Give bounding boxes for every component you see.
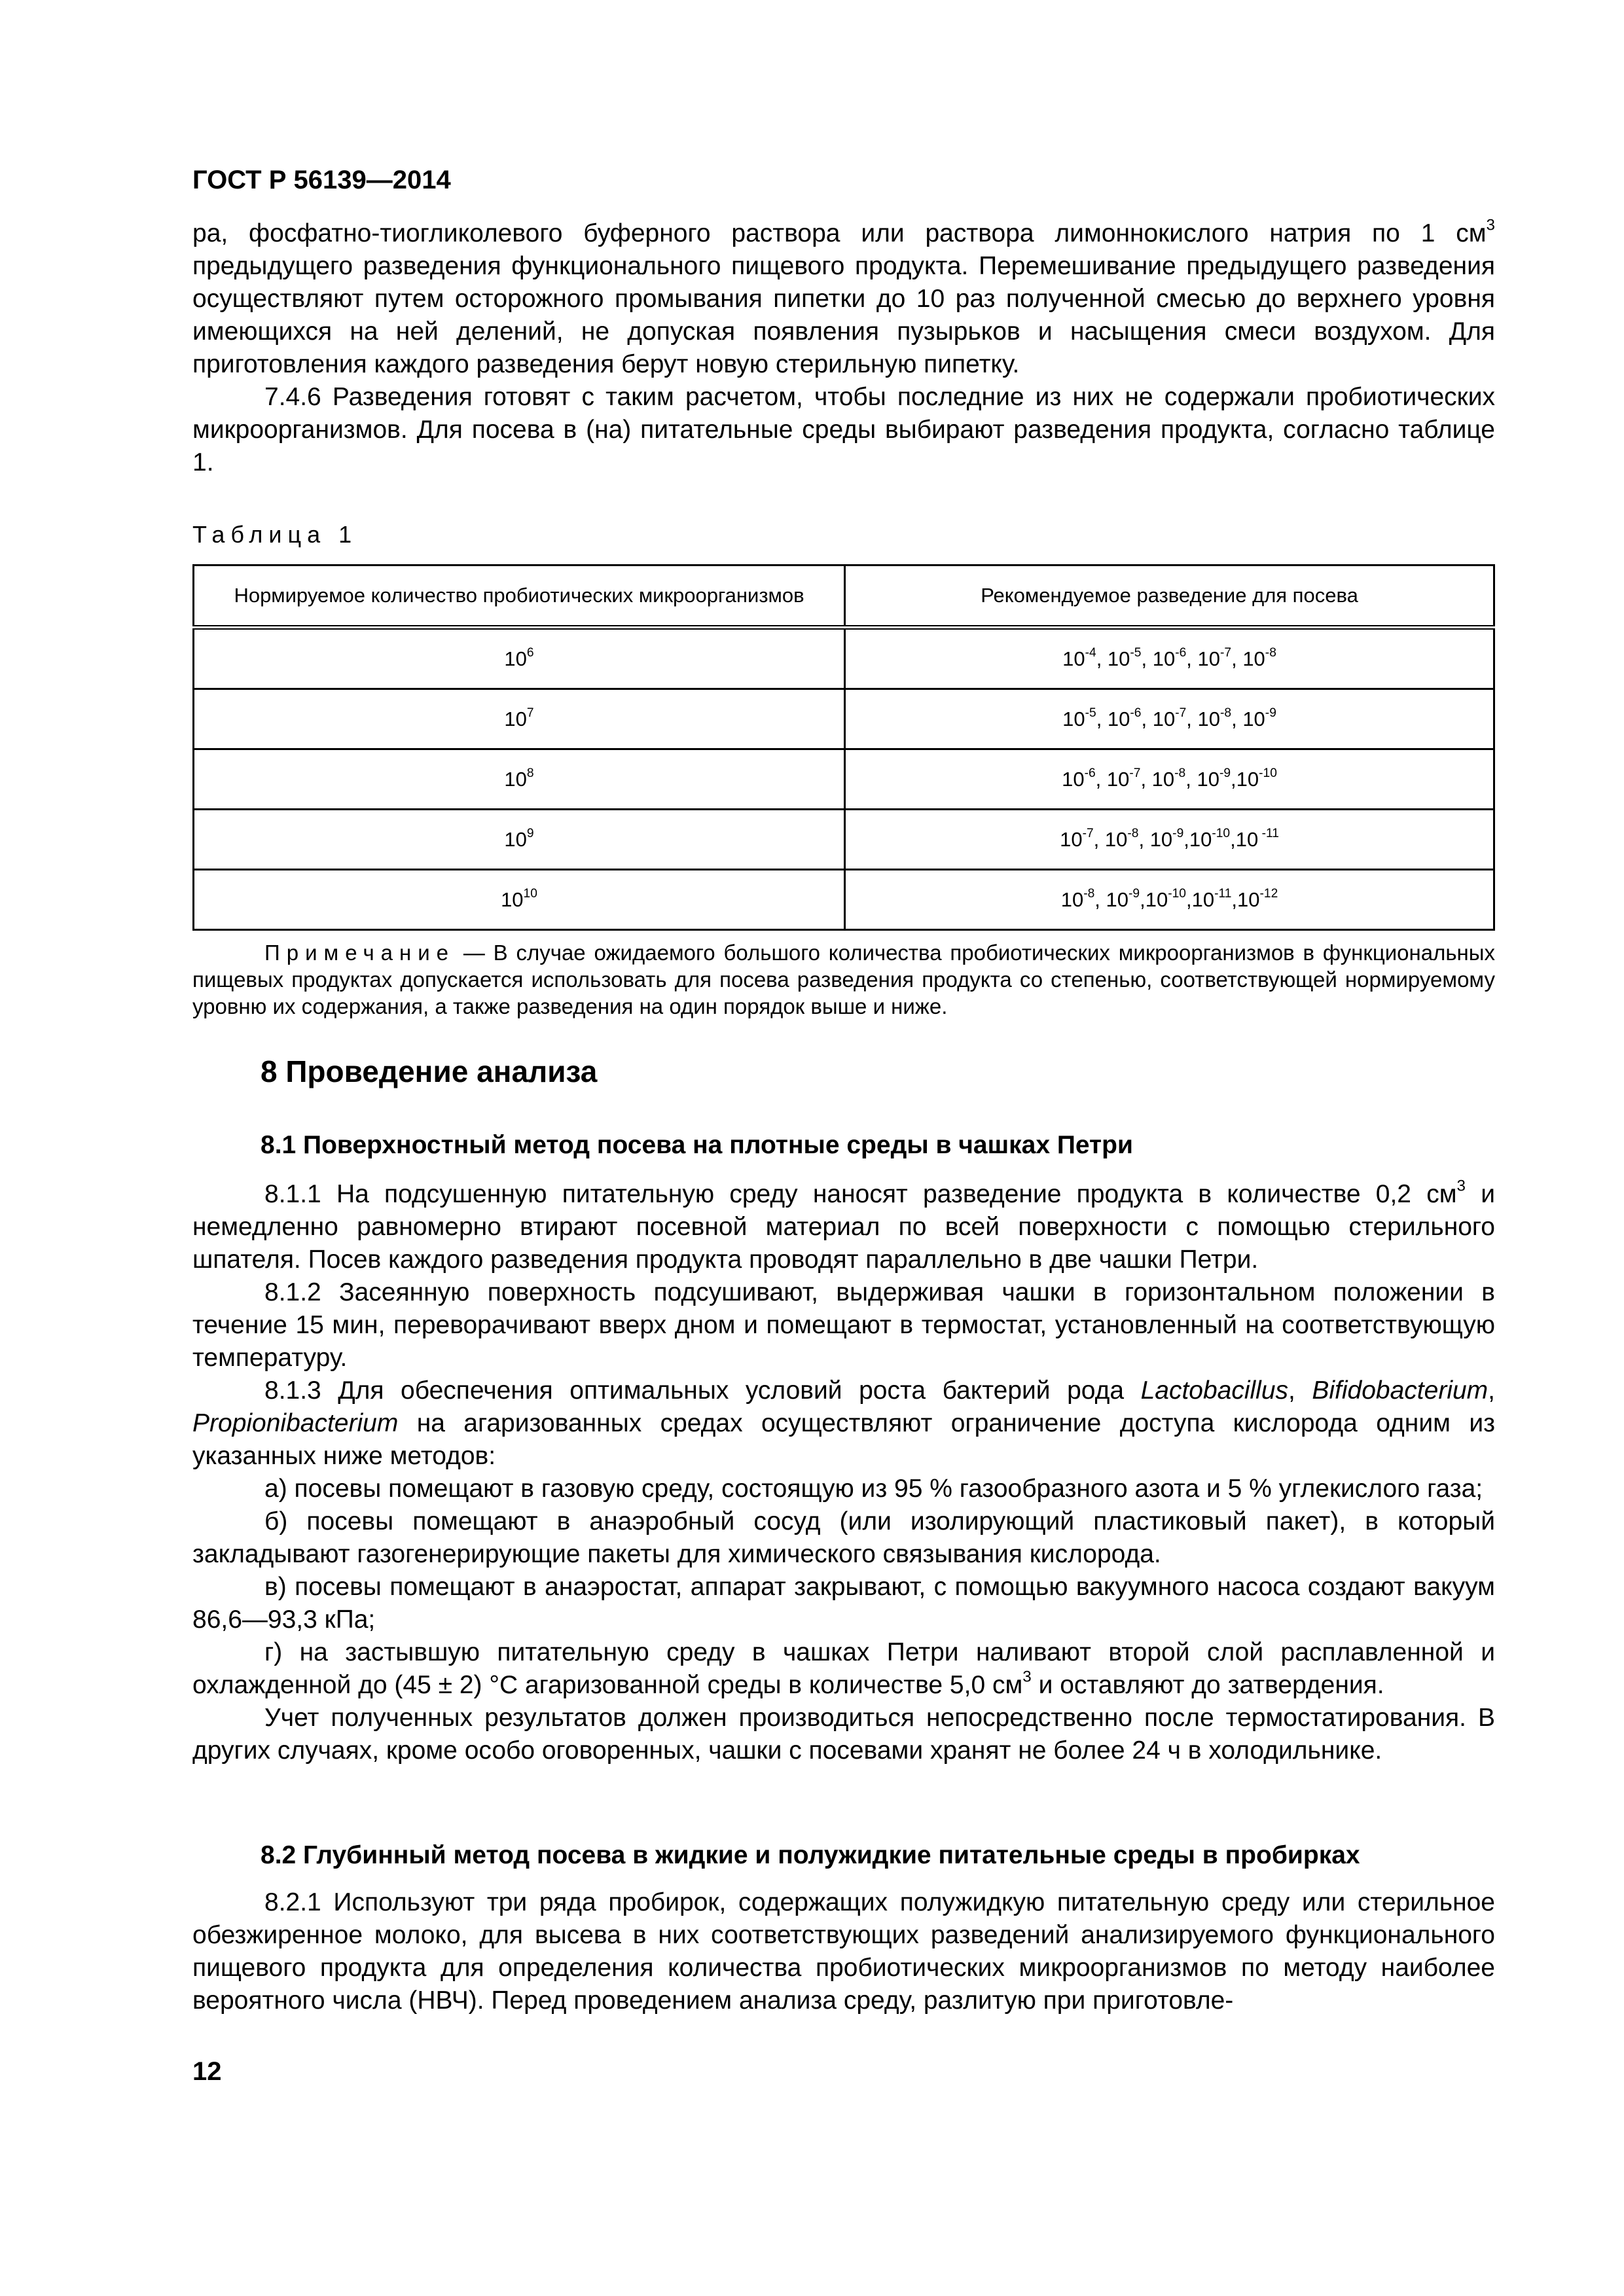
cell-dilutions: $10^{-6}$, $10^{-7}$, $10^{-8}$, $10^{-9},10^{-10}$ [845,749,1494,810]
section-8-1-body [192,1178,1495,1767]
table-row [194,810,1494,870]
paragraph-8-2-1: 8.2.1 Используют три ряда пробирок, содержащих полужидкую питательную среду или стерильное обезжиренное молоко, для высева в них соответствующих разведений анализируемого функционального пищевого продукта для определения количества пробиотических микроорганизмов по методу наиболее вероятного числа (НВЧ). Перед проведением анализа среду, разлитую при приготовле- [192,1888,1495,2015]
table-body [194,628,1494,930]
intro-block [192,217,1495,479]
cell-dilutions: $10^{-8}$, $10^{-9},10^{-10},10^{-11},10^{-12}$ [845,870,1494,930]
paragraph-8-1-1: 8.1.1 На подсушенную питательную среду наносят разведение продукта в количестве 0,2 $см^3$ и немедленно равномерно втирают посевной материал по всей поверхности с помощью стерильного шпателя. Посев каждого разведения продукта проводят параллельно в две чашки Петри. [192,1177,1495,1274]
section-8-2-heading: 8.2 Глубинный метод посева в жидкие и полужидкие питательные среды в пробирках [261,1841,1360,1869]
cell-normalized-count: $10^6$ [194,628,845,689]
list-item-a: а) посевы помещают в газовую среду, состоящую из 95 % газообразного азота и 5 % углекислого газа; [264,1475,1483,1503]
paragraph-7-4-6: 7.4.6 Разведения готовят с таким расчетом, чтобы последние из них не содержали пробиотических микроорганизмов. Для посева в (на) питательные среды выбирают разведения продукта, согласно таблице 1. [192,383,1495,476]
cell-dilutions: $10^{-4}$, $10^{-5}$, $10^{-6}$, $10^{-7}$, $10^{-8}$ [845,628,1494,689]
table-row [194,689,1494,749]
cell-normalized-count: $10^8$ [194,749,845,810]
list-item-b: б) посевы помещают в анаэробный сосуд (или изолирующий пластиковый пакет), в который закладывают газогенерирующие пакеты для химического связывания кислорода. [192,1507,1495,1568]
table-header-normalized-count: Нормируемое количество пробиотических микроорганизмов [194,565,845,628]
table-caption: Таблица 1 [192,521,358,548]
cell-normalized-count: $10^{10}$ [194,870,845,930]
note-label: Примечание [264,941,456,965]
table-row [194,628,1494,689]
table-row [194,870,1494,930]
table-header-recommended-dilution: Рекомендуемое разведение для посева [845,565,1494,628]
cell-normalized-count: $10^9$ [194,810,845,870]
table-row [194,749,1494,810]
list-item-g: г) на застывшую питательную среду в чашках Петри наливают второй слой расплавленной и охлажденной до (45 ± 2) °С агаризованной среды в количестве 5,0 $см^3$ и оставляют до затвердения. [192,1638,1495,1699]
standard-code: ГОСТ Р 56139—2014 [192,166,451,194]
cell-dilutions: $10^{-7}$, $10^{-8}$, $10^{-9},10^{-10},10$ $^{-11}$ [845,810,1494,870]
section-8-heading: 8 Проведение анализа [261,1054,598,1088]
section-8-1-heading: 8.1 Поверхностный метод посева на плотные среды в чашках Петри [261,1131,1133,1159]
paragraph-8-1-2: 8.1.2 Засеянную поверхность подсушивают, выдерживая чашки в горизонтальном положении в течение 15 мин, переворачивают вверх дном и помещают в термостат, установленный на соответствующую температуру. [192,1278,1495,1372]
paragraph-dilution-mixing: ра, фосфатно-тиогликолевого буферного раствора или раствора лимоннокислого натрия по 1 $см^3$ предыдущего разведения функционального пищевого продукта. Перемешивание предыдущего разведения осуществляют путем осторожного промывания пипетки до 10 раз полученной смесью до верхнего уровня имеющихся на ней делений, не допуская появления пузырьков и насыщения смеси воздухом. Для приготовления каждого разведения берут новую стерильную пипетку. [192,216,1495,378]
paragraph-8-1-3: 8.1.3 Для обеспечения оптимальных условий роста бактерий рода Lactobacillus, Bifidobacterium, Propionibacterium на агаризованных средах осуществляют ограничение доступа кислорода одним из указанных ниже методов: [192,1376,1496,1470]
note-text: — В случае ожидаемого большого количества пробиотических микроорганизмов в функциональных пищевых продуктах допускается использовать для посева разведения продукта со степенью, соответствующей нормируемому уровню их содержания, а также разведения на один порядок выше и ниже. [192,941,1495,1018]
list-item-v: в) посевы помещают в анаэростат, аппарат закрывают, с помощью вакуумного насоса создают вакуум 86,6—93,3 кПа; [192,1573,1495,1634]
cell-dilutions: $10^{-5}$, $10^{-6}$, $10^{-7}$, $10^{-8}$, $10^{-9}$ [845,689,1494,749]
page-number: 12 [192,2057,222,2086]
section-8-2-body [192,1886,1495,2017]
paragraph-results: Учет полученных результатов должен производиться непосредственно после термостатирования. В других случаях, кроме особо оговоренных, чашки с посевами хранят не более 24 ч в холодильнике. [192,1704,1495,1765]
dilution-table [192,564,1495,931]
cell-normalized-count: $10^7$ [194,689,845,749]
table-note [192,939,1495,1020]
